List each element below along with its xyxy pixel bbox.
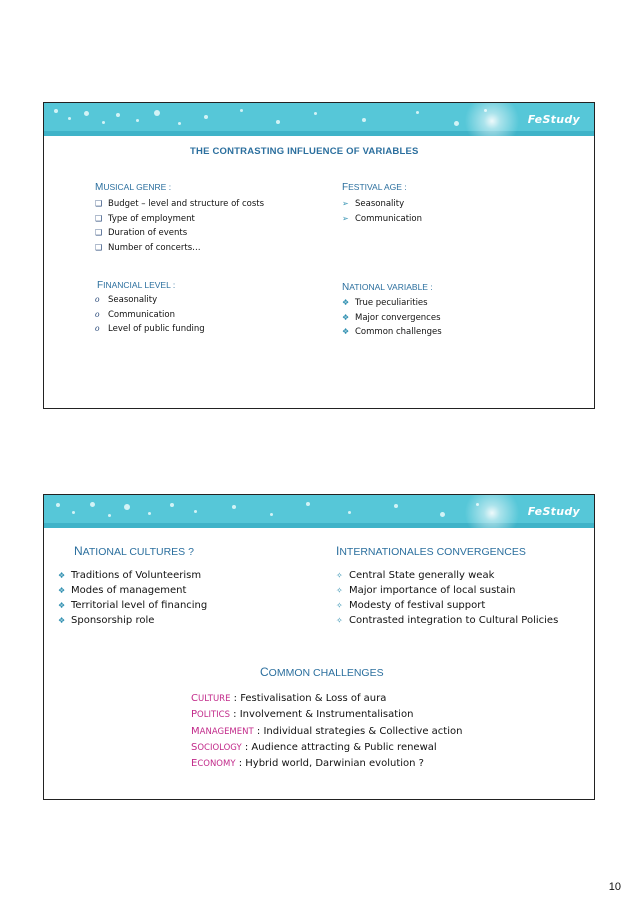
list-item: ❑ Duration of events [95, 228, 188, 239]
list-item: o Level of public funding [95, 323, 205, 335]
slide-banner [44, 103, 594, 136]
festudy-logo: FeStudy [527, 113, 580, 126]
musical-genre-heading: MUSICAL GENRE : [95, 182, 172, 193]
list-item: SOCIOLOGY : Audience attracting & Public renewal [191, 741, 437, 753]
banner-dot [240, 109, 243, 112]
banner-dot [102, 121, 105, 124]
diamond-star-bullet-icon: ❖ [342, 298, 350, 307]
banner-dot [108, 514, 111, 517]
banner-dot [394, 504, 398, 508]
banner-dot [72, 511, 75, 514]
list-item: ❖ Major convergences [342, 312, 441, 323]
banner-dot [178, 122, 181, 125]
slide-banner [44, 495, 594, 528]
musical-genre-list [95, 197, 264, 255]
list-item: ❖ True peculiarities [342, 298, 428, 308]
national-variable-list [342, 296, 442, 340]
circle-bullet-icon: o [95, 323, 100, 334]
challenge-keyword: ECONOMY [191, 758, 236, 770]
banner-dot [314, 112, 317, 115]
financial-level-list [95, 293, 205, 337]
challenge-keyword: MANAGEMENT [191, 725, 254, 737]
challenge-keyword: CULTURE [191, 693, 231, 704]
sparkle-burst [460, 103, 524, 136]
challenge-keyword: POLITICS [191, 709, 230, 721]
banner-dot [90, 502, 95, 507]
banner-dot [54, 109, 58, 113]
festudy-logo: FeStudy [527, 505, 580, 518]
banner-dot [232, 505, 236, 509]
slide-title: THE CONTRASTING INFLUENCE OF VARIABLES [190, 146, 419, 157]
square-bullet-icon: ❑ [95, 199, 103, 208]
banner-dot [416, 111, 419, 114]
banner-dot [276, 120, 280, 124]
arrow-bullet-icon: ➢ [342, 213, 349, 223]
banner-dot [204, 115, 208, 119]
four-point-star-bullet-icon: ✧ [336, 616, 343, 625]
banner-dot [84, 111, 89, 116]
list-item: ❑ Type of employment [95, 213, 195, 224]
list-item: ❑ Number of concerts… [95, 242, 201, 253]
banner-dot [306, 502, 310, 506]
national-cultures-list [58, 568, 207, 628]
festival-age-heading: FESTIVAL AGE : [342, 182, 407, 193]
sparkle-burst [460, 495, 524, 528]
square-bullet-icon: ❑ [95, 213, 103, 223]
challenge-keyword: SOCIOLOGY [191, 741, 242, 753]
banner-dot [170, 503, 174, 507]
list-item: MANAGEMENT : Individual strategies & Collective action [191, 725, 463, 737]
diamond-star-bullet-icon: ❖ [58, 571, 66, 580]
list-item: ➢ Seasonality [342, 199, 405, 209]
list-item: o Seasonality [95, 294, 158, 305]
list-item: ❖ Territorial level of financing [58, 600, 208, 611]
banner-dot [348, 511, 351, 514]
banner-dot [68, 117, 71, 120]
banner-dot [116, 113, 120, 117]
four-point-star-bullet-icon: ✧ [336, 601, 343, 610]
banner-dot [124, 504, 130, 510]
four-point-star-bullet-icon: ✧ [336, 586, 343, 595]
financial-level-heading: FINANCIAL LEVEL : [97, 280, 176, 291]
list-item: o Communication [95, 308, 175, 320]
list-item: ❖ Common challenges [342, 327, 442, 338]
national-cultures-heading: NATIONAL CULTURES ? [74, 544, 194, 558]
list-item: ❖ Sponsorship role [58, 615, 155, 626]
circle-bullet-icon: o [95, 308, 100, 319]
banner-dot [154, 110, 160, 116]
national-variable-heading: NATIONAL VARIABLE : [342, 282, 433, 293]
diamond-star-bullet-icon: ❖ [58, 616, 66, 625]
square-bullet-icon: ❑ [95, 242, 103, 252]
slide-1 [43, 102, 595, 409]
banner-dot [454, 121, 459, 126]
banner-dot [148, 512, 151, 515]
diamond-star-bullet-icon: ❖ [342, 312, 350, 322]
common-challenges-heading: COMMON CHALLENGES [260, 665, 384, 679]
list-item: ✧ Modesty of festival support [336, 600, 486, 611]
diamond-star-bullet-icon: ❖ [58, 586, 66, 595]
circle-bullet-icon: o [95, 294, 100, 304]
list-item: ECONOMY : Hybrid world, Darwinian evolution ? [191, 758, 424, 770]
four-point-star-bullet-icon: ✧ [336, 571, 343, 580]
banner-dot [56, 503, 60, 507]
page-number: 10 [608, 881, 621, 893]
list-item: ❖ Traditions of Volunteerism [58, 570, 202, 581]
banner-dot [362, 118, 366, 122]
internationales-convergences-heading: INTERNATIONALES CONVERGENCES [336, 544, 526, 558]
list-item: ✧ Central State generally weak [336, 570, 495, 581]
list-item: ➢ Communication [342, 213, 422, 224]
internationales-convergences-list [336, 568, 558, 628]
list-item: ✧ Contrasted integration to Cultural Policies [336, 615, 559, 626]
list-item: ❑ Budget – level and structure of costs [95, 199, 265, 209]
banner-dot [270, 513, 273, 516]
diamond-star-bullet-icon: ❖ [58, 601, 66, 610]
list-item: POLITICS : Involvement & Instrumentalisation [191, 709, 414, 721]
festival-age-list [342, 197, 422, 226]
common-challenges-list [191, 691, 462, 772]
list-item: CULTURE : Festivalisation & Loss of aura [191, 693, 387, 704]
banner-dot [440, 512, 445, 517]
arrow-bullet-icon: ➢ [342, 199, 349, 208]
diamond-star-bullet-icon: ❖ [342, 327, 350, 337]
slide-2 [43, 494, 595, 800]
square-bullet-icon: ❑ [95, 228, 103, 238]
list-item: ✧ Major importance of local sustain [336, 585, 516, 596]
list-item: ❖ Modes of management [58, 585, 187, 596]
banner-dot [136, 119, 139, 122]
banner-dot [194, 510, 197, 513]
